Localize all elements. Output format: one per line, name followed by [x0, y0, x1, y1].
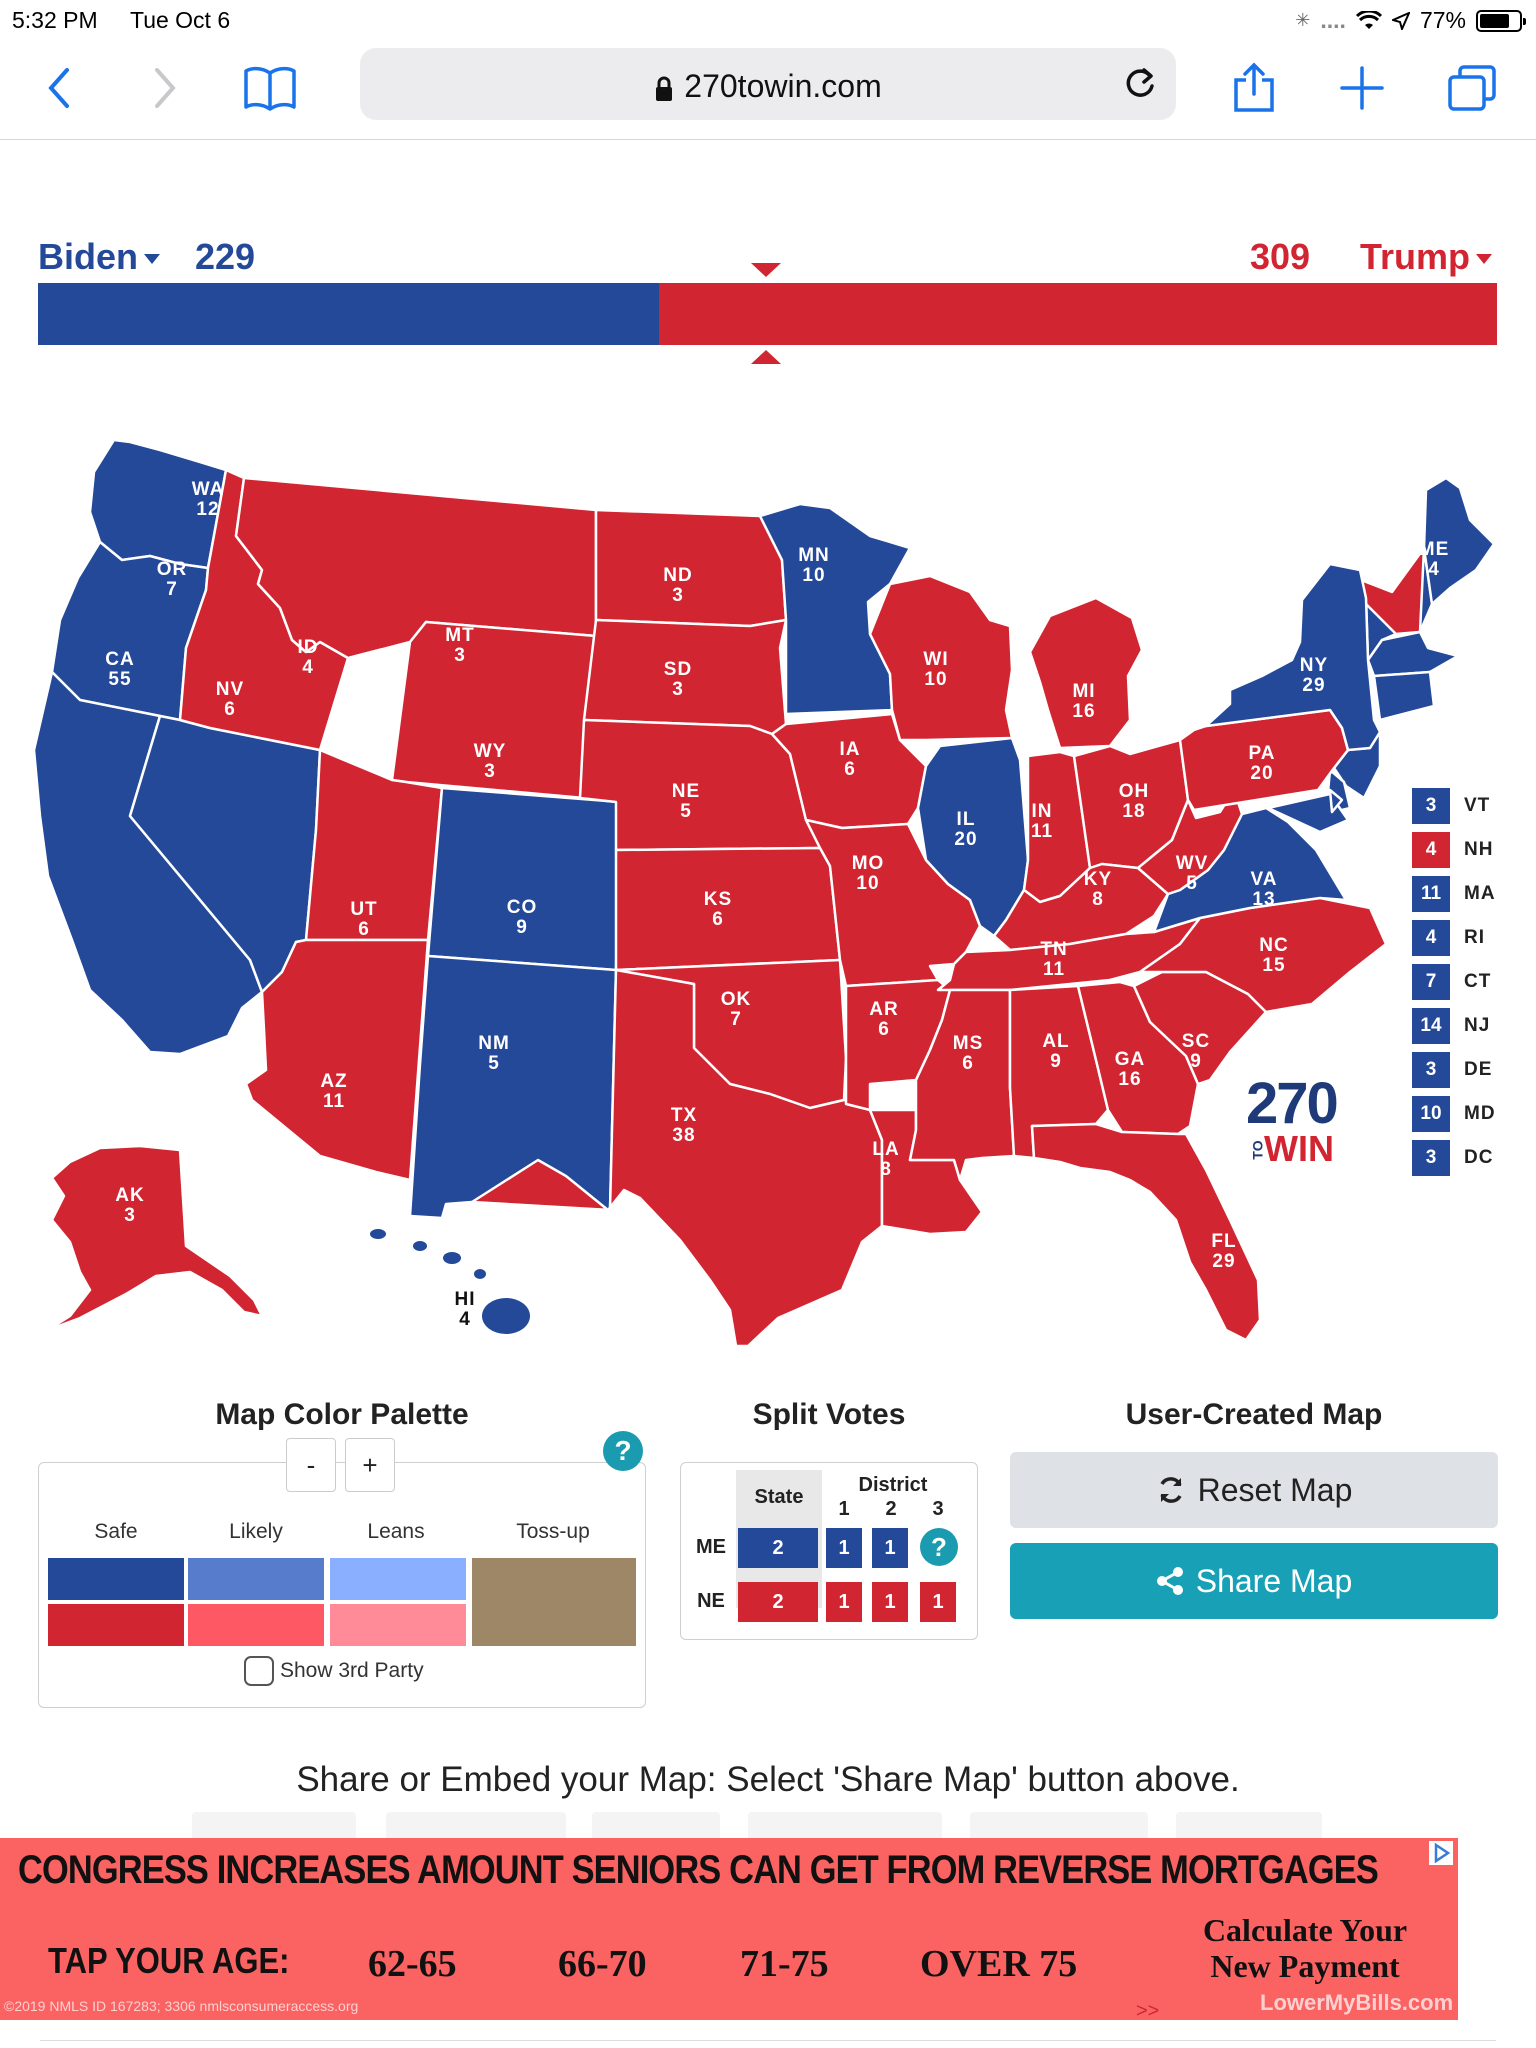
small-state-dc[interactable] [1412, 1136, 1522, 1180]
small-state-abbr: DC [1464, 1147, 1494, 1168]
state-label-ia[interactable] [840, 740, 861, 780]
url-text: 270towin.com [684, 68, 882, 104]
state-label-co[interactable] [507, 898, 538, 938]
status-bar [0, 0, 1536, 40]
ad-legal: ©2019 NMLS ID 167283; 3306 nmlsconsumeraccess.org [4, 1998, 359, 2014]
state-abbr: WI [923, 649, 949, 670]
state-label-tn[interactable] [1040, 940, 1067, 980]
state-label-hi[interactable] [455, 1290, 476, 1330]
270towin-logo [1246, 1071, 1346, 1169]
state-shape-hi[interactable] [482, 1298, 530, 1334]
tabs-icon [1447, 64, 1497, 112]
palette-minus-button[interactable]: - [286, 1438, 336, 1492]
share-icon [1232, 62, 1276, 114]
state-label-sd[interactable] [664, 660, 692, 700]
state-abbr: AL [1042, 1031, 1070, 1052]
rep-candidate-selector[interactable] [1360, 236, 1498, 278]
small-state-abbr: CT [1464, 971, 1492, 992]
location-arrow-icon [1392, 12, 1410, 30]
small-state-abbr: DE [1464, 1059, 1493, 1080]
battery-fill [1480, 14, 1509, 28]
me-district-1[interactable]: 1 [826, 1528, 862, 1568]
address-bar[interactable] [360, 48, 1176, 120]
small-state-ma[interactable] [1412, 872, 1522, 916]
state-label-ny[interactable] [1300, 656, 1328, 696]
state-ev: 8 [1092, 889, 1104, 910]
state-label-fl[interactable] [1211, 1232, 1236, 1272]
split-row-label-me: ME [696, 1536, 726, 1558]
ad-brand: LowerMyBills.com [1260, 1990, 1454, 2015]
state-abbr: GA [1114, 1049, 1146, 1070]
state-label-va[interactable] [1251, 870, 1278, 910]
chevron-left-icon [45, 66, 75, 110]
state-ev: 4 [459, 1309, 471, 1330]
state-shape-hi[interactable] [443, 1252, 461, 1264]
small-state-ev-box[interactable]: 10 [1412, 1096, 1450, 1132]
state-header: State [754, 1486, 804, 1508]
state-abbr: KS [703, 889, 733, 910]
logo-win: WIN [1264, 1128, 1334, 1169]
user-map-title: User-Created Map [1125, 1398, 1383, 1431]
state-ev: 8 [880, 1159, 892, 1180]
status-time: 5:32 PM [12, 7, 98, 33]
dem-candidate-selector[interactable] [38, 236, 166, 278]
state-abbr: NE [671, 781, 701, 802]
dem-ev-total: 229 [195, 236, 256, 277]
state-abbr: ME [1418, 539, 1450, 560]
state-abbr: CO [506, 897, 538, 918]
ad-age-option-3[interactable]: 71-75 [740, 1943, 829, 1985]
state-abbr: WA [191, 479, 225, 500]
battery-icon [1476, 10, 1522, 32]
small-state-vt[interactable] [1412, 784, 1522, 828]
reset-map-button[interactable] [1010, 1452, 1498, 1528]
state-ev: 6 [358, 919, 370, 940]
rep-candidate-name: Trump [1359, 236, 1470, 277]
small-state-abbr: NH [1464, 839, 1494, 860]
divider [40, 2040, 1496, 2041]
small-state-nh[interactable] [1412, 828, 1522, 872]
palette-help-icon[interactable]: ? [603, 1431, 643, 1471]
electoral-vote-bar [38, 283, 1497, 345]
district-number-2: 2 [885, 1498, 897, 1520]
state-abbr: TN [1040, 939, 1068, 960]
state-abbr: MN [798, 545, 830, 566]
palette-header-leans: Leans [367, 1520, 425, 1543]
district-header: District [858, 1474, 928, 1496]
new-tab-button[interactable] [1332, 58, 1392, 118]
state-label-ne[interactable] [672, 782, 700, 822]
adchoices-icon[interactable] [1428, 1840, 1454, 1866]
rep-segment [659, 283, 1497, 345]
state-ev: 4 [302, 657, 314, 678]
small-state-abbr: MD [1464, 1103, 1496, 1124]
state-abbr: IN [1031, 801, 1053, 822]
small-state-de[interactable] [1412, 1048, 1522, 1092]
state-abbr: FL [1211, 1231, 1237, 1252]
state-ev: 3 [484, 761, 496, 782]
loading-icon: ✳ [1295, 10, 1311, 30]
state-ev: 6 [962, 1053, 974, 1074]
reset-map-label: Reset Map [1197, 1471, 1353, 1508]
state-label-il[interactable] [954, 810, 977, 850]
small-state-ev-box[interactable]: 3 [1412, 1052, 1450, 1088]
swatch-dem-leans[interactable] [330, 1558, 466, 1600]
state-ev: 10 [924, 669, 948, 690]
state-abbr: CA [105, 649, 135, 670]
state-abbr: WY [473, 741, 507, 762]
state-ev: 38 [672, 1125, 696, 1146]
swatch-dem-safe[interactable] [48, 1558, 184, 1600]
state-label-ky[interactable] [1084, 870, 1112, 910]
book-icon [243, 65, 297, 111]
state-label-or[interactable] [157, 560, 188, 600]
refresh-icon [1156, 1475, 1186, 1505]
small-state-ev-box[interactable]: 3 [1412, 1140, 1450, 1176]
state-ev: 9 [1050, 1051, 1062, 1072]
state-label-la[interactable] [872, 1140, 899, 1180]
small-state-md[interactable] [1412, 1092, 1522, 1136]
bookmarks-button[interactable] [240, 58, 300, 118]
swatch-dem-likely[interactable] [188, 1558, 324, 1600]
ad-age-option-4[interactable]: OVER 75 [920, 1943, 1078, 1985]
ne-state-votes[interactable]: 2 [738, 1582, 818, 1622]
state-abbr: KY [1083, 869, 1113, 890]
state-label-ca[interactable] [105, 650, 134, 690]
state-ev: 20 [1250, 763, 1274, 784]
advertisement-banner[interactable] [0, 1838, 1458, 2020]
state-abbr: MI [1072, 681, 1096, 702]
state-label-wa[interactable] [192, 480, 225, 520]
share-map-label: Share Map [1195, 1562, 1353, 1599]
state-abbr: SC [1181, 1031, 1211, 1052]
state-abbr: AR [869, 999, 899, 1020]
state-ev: 9 [516, 917, 528, 938]
state-ev: 3 [124, 1205, 136, 1226]
chevron-right-icon [149, 66, 179, 110]
ad-age-option-1[interactable]: 62-65 [368, 1943, 457, 1985]
state-shape-ak[interactable] [48, 1146, 262, 1330]
state-label-in[interactable] [1031, 802, 1053, 842]
palette-header-likely: Likely [229, 1520, 283, 1543]
state-label-ak[interactable] [115, 1186, 144, 1226]
state-label-me[interactable] [1419, 540, 1450, 580]
state-abbr: HI [454, 1289, 476, 1310]
ad-age-option-2[interactable]: 66-70 [558, 1943, 647, 1985]
state-abbr: VA [1250, 869, 1278, 890]
ne-district-3[interactable]: 1 [920, 1582, 956, 1622]
embed-instructions: Share or Embed your Map: Select 'Share Map' button above. [296, 1760, 1240, 1799]
ad-headline: CONGRESS INCREASES AMOUNT SENIORS CAN GET FROM REVERSE MORTGAGES [18, 1848, 1378, 1892]
share-nodes-icon [1156, 1566, 1184, 1596]
status-right [1295, 7, 1522, 34]
ad-tap-label: TAP YOUR AGE: [48, 1940, 290, 1981]
small-state-ri[interactable] [1412, 916, 1522, 960]
state-abbr: TX [670, 1105, 698, 1126]
me-state-votes[interactable]: 2 [738, 1528, 818, 1568]
state-label-wi[interactable] [923, 650, 948, 690]
state-abbr: MS [952, 1033, 984, 1054]
state-abbr: ND [663, 565, 693, 586]
reload-icon [1118, 62, 1162, 106]
state-label-ut[interactable] [350, 900, 377, 940]
state-abbr: LA [872, 1139, 900, 1160]
ad-more-link[interactable] [1136, 2000, 1159, 2023]
swatch-rep-leans[interactable] [330, 1604, 466, 1646]
logo-number: 270 [1246, 1071, 1337, 1136]
state-ev: 6 [844, 759, 856, 780]
state-ev: 29 [1212, 1251, 1236, 1272]
state-label-az[interactable] [320, 1072, 347, 1112]
state-ev: 16 [1072, 701, 1096, 722]
state-label-ok[interactable] [721, 990, 752, 1030]
ne-district-2[interactable]: 1 [872, 1582, 908, 1622]
signal-dots: .... [1320, 7, 1346, 33]
state-ev: 3 [672, 679, 684, 700]
palette-plus-button[interactable]: + [345, 1438, 395, 1492]
palette-header-tossup: Toss-up [516, 1520, 590, 1543]
state-label-wy[interactable] [474, 742, 507, 782]
state-ev: 11 [1042, 959, 1066, 980]
state-label-nv[interactable] [216, 680, 244, 720]
state-abbr: OR [156, 559, 188, 580]
midpoint-marker-top [751, 263, 781, 277]
state-label-mi[interactable] [1072, 682, 1095, 722]
show-third-party-toggle[interactable] [244, 1656, 424, 1686]
state-abbr: NC [1259, 935, 1289, 956]
browser-toolbar [0, 40, 1536, 140]
state-label-tx[interactable] [671, 1106, 697, 1146]
ad-more-arrows: >> [1136, 2000, 1160, 2022]
swatch-rep-likely[interactable] [188, 1604, 324, 1646]
logo-to: TO [1249, 1140, 1266, 1160]
state-abbr: WV [1175, 853, 1209, 874]
lock-icon [654, 76, 674, 102]
state-ev: 11 [1030, 821, 1054, 842]
caret-down-icon [1476, 254, 1492, 264]
split-votes-title: Split Votes [752, 1398, 906, 1431]
state-ev: 5 [488, 1053, 500, 1074]
map-svg [30, 420, 1510, 1360]
small-state-abbr: NJ [1464, 1015, 1491, 1036]
swatch-rep-safe[interactable] [48, 1604, 184, 1646]
ad-cta-line1: Calculate Your [1202, 1912, 1408, 1948]
state-shape-hi[interactable] [474, 1269, 486, 1279]
state-abbr: MT [445, 625, 475, 646]
state-ev: 6 [712, 909, 724, 930]
district-number-3: 3 [932, 1498, 944, 1520]
small-states-legend [1412, 784, 1522, 1180]
small-state-abbr: VT [1464, 795, 1491, 816]
state-ev: 6 [224, 699, 236, 720]
palette-title: Map Color Palette [215, 1398, 469, 1431]
state-shape-hi[interactable] [370, 1229, 386, 1239]
midpoint-marker-bottom [751, 350, 781, 364]
state-shape-hi[interactable] [413, 1241, 427, 1251]
share-button[interactable] [1224, 58, 1284, 118]
state-ev: 5 [1186, 873, 1198, 894]
caret-down-icon [144, 254, 160, 264]
third-party-checkbox[interactable] [244, 1656, 274, 1686]
state-ev: 13 [1252, 889, 1276, 910]
state-ev: 4 [1428, 559, 1440, 580]
dem-segment [38, 283, 659, 345]
state-abbr: NM [478, 1033, 510, 1054]
state-ev: 55 [108, 669, 132, 690]
dem-candidate-name: Biden [38, 236, 139, 277]
state-label-wv[interactable] [1176, 854, 1209, 894]
ad-cta-line2: New Payment [1210, 1948, 1400, 1984]
state-ev: 29 [1302, 675, 1326, 696]
state-label-sc[interactable] [1182, 1032, 1210, 1072]
status-date: Tue Oct 6 [130, 7, 231, 33]
small-state-ev-box[interactable]: 14 [1412, 1008, 1450, 1044]
state-abbr: PA [1248, 743, 1276, 764]
share-map-button[interactable] [1010, 1543, 1498, 1619]
state-abbr: AK [115, 1185, 145, 1206]
state-ev: 20 [954, 829, 978, 850]
plus-icon [1340, 66, 1384, 110]
third-party-label: Show 3rd Party [280, 1659, 424, 1682]
state-label-ms[interactable] [953, 1034, 984, 1074]
state-label-pa[interactable] [1249, 744, 1276, 784]
state-ev: 7 [730, 1009, 742, 1030]
state-label-mo[interactable] [852, 854, 885, 894]
state-abbr: NY [1299, 655, 1329, 676]
state-ev: 12 [196, 499, 220, 520]
state-label-ks[interactable] [704, 890, 732, 930]
state-label-nc[interactable] [1259, 936, 1288, 976]
forward-button[interactable] [134, 58, 194, 118]
small-state-nj[interactable] [1412, 1004, 1522, 1048]
state-abbr: SD [663, 659, 693, 680]
palette-header-safe: Safe [94, 1520, 138, 1543]
state-shape-mi[interactable] [1030, 598, 1142, 748]
small-state-ev-box[interactable]: 7 [1412, 964, 1450, 1000]
ne-district-1[interactable]: 1 [826, 1582, 862, 1622]
district-number-1: 1 [838, 1498, 850, 1520]
state-abbr: UT [350, 899, 378, 920]
small-state-abbr: MA [1464, 883, 1496, 904]
me-district-2[interactable]: 1 [872, 1528, 908, 1568]
state-ev: 10 [802, 565, 826, 586]
state-ev: 7 [166, 579, 178, 600]
state-abbr: NV [215, 679, 245, 700]
state-abbr: ID [297, 637, 319, 658]
state-label-al[interactable] [1042, 1032, 1069, 1072]
state-abbr: AZ [320, 1071, 348, 1092]
state-ev: 3 [454, 645, 466, 666]
wifi-icon [1356, 11, 1382, 31]
ad-cta[interactable] [1170, 1912, 1440, 1984]
split-row-label-ne: NE [697, 1590, 725, 1612]
rep-ev-total: 309 [1250, 236, 1311, 277]
swatch-tossup[interactable] [472, 1558, 636, 1646]
state-shape[interactable] [1374, 672, 1434, 720]
state-ev: 6 [878, 1019, 890, 1040]
small-state-abbr: RI [1464, 927, 1485, 948]
state-label-ar[interactable] [869, 1000, 898, 1040]
state-ev: 18 [1122, 801, 1146, 822]
state-abbr: IA [839, 739, 861, 760]
state-ev: 5 [680, 801, 692, 822]
small-state-ev-box[interactable]: 4 [1412, 832, 1450, 868]
state-ev: 16 [1118, 1069, 1142, 1090]
state-label-mn[interactable] [798, 546, 830, 586]
state-abbr: OH [1118, 781, 1150, 802]
small-state-ev-box[interactable]: 11 [1412, 876, 1450, 912]
state-label-mt[interactable] [445, 626, 474, 666]
battery-percent: 77% [1419, 7, 1466, 33]
small-state-ev-box[interactable]: 4 [1412, 920, 1450, 956]
state-abbr: IL [956, 809, 976, 830]
electoral-map [30, 420, 1510, 1360]
reload-button[interactable] [1118, 62, 1162, 106]
state-ev: 15 [1262, 955, 1286, 976]
state-label-oh[interactable] [1119, 782, 1150, 822]
state-label-ga[interactable] [1115, 1050, 1146, 1090]
small-state-ct[interactable] [1412, 960, 1522, 1004]
state-label-nm[interactable] [478, 1034, 510, 1074]
small-state-ev-box[interactable]: 3 [1412, 788, 1450, 824]
state-shape-co[interactable] [428, 788, 620, 970]
back-button[interactable] [30, 58, 90, 118]
state-ev: 9 [1190, 1051, 1202, 1072]
state-abbr: MO [851, 853, 885, 874]
state-ev: 11 [322, 1091, 346, 1112]
state-label-nd[interactable] [663, 566, 692, 606]
tabs-button[interactable] [1442, 58, 1502, 118]
state-abbr: OK [720, 989, 752, 1010]
split-help-icon[interactable]: ? [920, 1528, 958, 1566]
state-label-id[interactable] [298, 638, 319, 678]
state-ev: 10 [856, 873, 880, 894]
state-ev: 3 [672, 585, 684, 606]
